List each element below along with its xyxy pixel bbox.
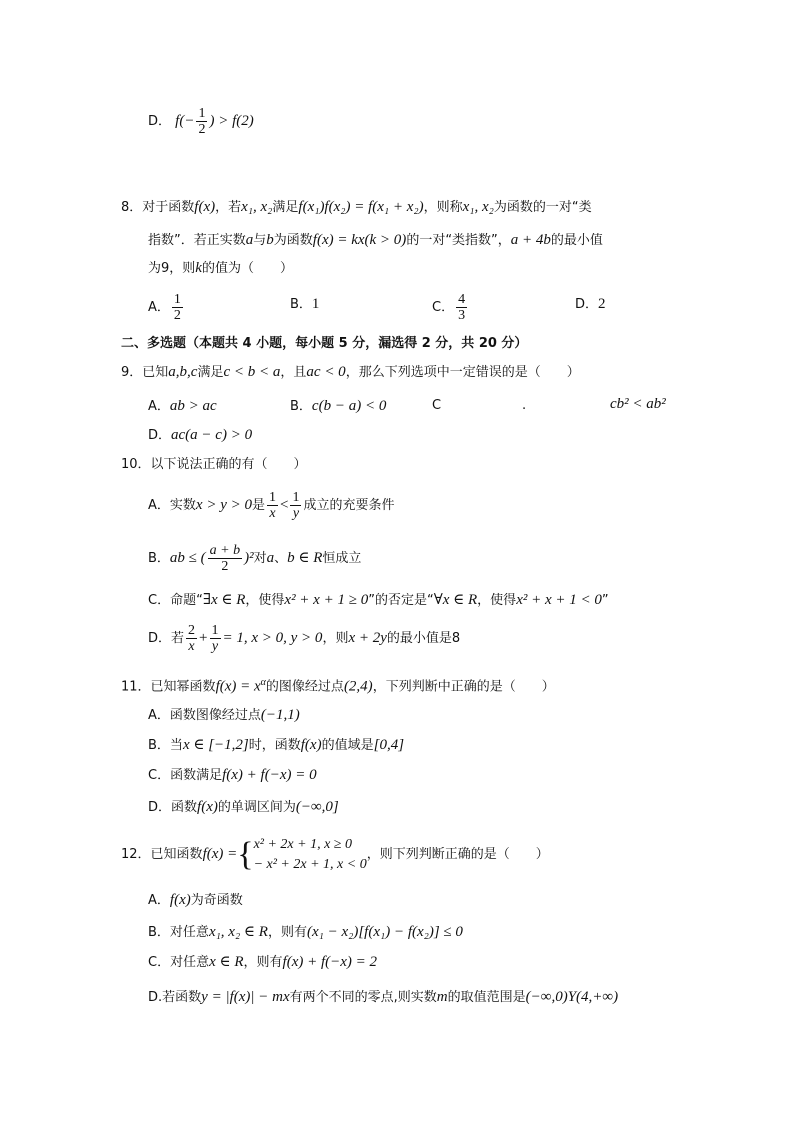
math-expr: (x₁ − x₂)[f(x₁) − f(x₂)] ≤ 0 — [306, 924, 463, 940]
q8-option-d — [575, 294, 606, 315]
option-label: A． — [148, 300, 170, 315]
q12-option-b — [148, 922, 463, 943]
frac-den: 2 — [173, 308, 181, 323]
math-expr: a — [245, 232, 254, 248]
math-expr: 2 — [598, 296, 606, 312]
option-label: D． — [148, 114, 172, 129]
q11-option-c — [148, 765, 317, 786]
q9-option-d — [148, 425, 252, 446]
text: 若 — [171, 631, 185, 646]
option-label: C． — [148, 768, 171, 783]
math-expr: c < b < a — [223, 364, 281, 380]
option-label: A． — [148, 708, 170, 723]
option-label: B． — [148, 551, 170, 566]
text: ，使得 — [477, 593, 517, 608]
text: 若函数 — [162, 990, 202, 1005]
frac-num: 1 — [292, 490, 300, 505]
text: 已知幂函数 — [150, 679, 216, 695]
math-expr: (−∞,0] — [295, 799, 339, 815]
text: ，则 — [322, 631, 349, 646]
option-label: C． — [148, 593, 171, 608]
math-expr: f(x) = — [202, 846, 238, 862]
frac-num: 1 — [269, 490, 276, 505]
math-expr: x ∈ R — [209, 954, 244, 970]
math-expr: x₁, x₂ — [241, 199, 273, 215]
q10-option-b — [148, 538, 361, 578]
q10-option-c — [148, 590, 609, 611]
math-expr: c(b − a) < 0 — [311, 398, 387, 414]
text: 时，函数 — [248, 738, 301, 753]
text: 实数 — [169, 498, 196, 513]
q7-option-d — [148, 106, 254, 137]
math-expr: f(x₁)f(x₂) = f(x₁ + x₂) — [298, 199, 424, 215]
math-expr: f(x) — [169, 892, 191, 908]
q9-stem — [121, 362, 580, 383]
option-label: C． — [432, 300, 455, 315]
q9-option-b — [290, 396, 386, 417]
option-label: B． — [290, 399, 312, 414]
option-label: B． — [290, 297, 312, 312]
text: 的取值范围是 — [447, 990, 526, 1005]
q11-option-b — [148, 735, 404, 756]
q8-stem-line3 — [148, 258, 293, 279]
math-expr: f(x) — [300, 737, 322, 753]
text: 函数图像经过点 — [169, 708, 261, 723]
left-brace: { — [237, 835, 254, 873]
q8-option-b — [290, 294, 319, 315]
math-expr: x ∈ [−1,2] — [182, 737, 249, 753]
text: 的值为（ ） — [201, 261, 293, 276]
text: 的最小值是8 — [386, 631, 461, 646]
fraction — [172, 292, 183, 323]
text: ，则称 — [423, 200, 463, 215]
math-expr: x > y > 0 — [195, 497, 252, 513]
q8-option-c — [432, 290, 469, 326]
option-label: C． — [148, 955, 171, 970]
fraction — [210, 623, 221, 654]
math-expr: y = |f(x)| − mx — [201, 989, 290, 1005]
text: 的单调区间为 — [217, 800, 296, 815]
text: 已知函数 — [150, 847, 203, 862]
fraction — [196, 106, 207, 137]
math-expr: f(x) — [197, 799, 218, 815]
math-expr: + — [199, 630, 208, 646]
question-number: 9． — [121, 365, 143, 380]
math-expr: (−∞,0)Y(4,+∞) — [525, 989, 619, 1005]
q9-option-c-label: C — [432, 398, 442, 413]
text: ，下列判断中正确的是（ ） — [372, 679, 555, 695]
question-number: 12． — [121, 847, 151, 862]
q11-stem — [121, 673, 555, 697]
text: 成立的充要条件 — [303, 498, 395, 513]
q12-option-c — [148, 952, 377, 973]
text: ，则有 — [243, 955, 283, 970]
text: 对任意 — [169, 925, 209, 940]
math-expr: x₁, x₂ — [462, 199, 494, 215]
frac-num: a + b — [209, 543, 241, 558]
text: ”的否定是“ — [368, 593, 434, 608]
text: ” — [601, 593, 609, 608]
text: 以下说法正确的有（ ） — [150, 457, 307, 472]
math-expr: x + 2y — [348, 630, 387, 646]
text: ，则有 — [267, 925, 307, 940]
frac-den: x — [269, 506, 276, 521]
q12-option-a — [148, 890, 243, 911]
math-expr: ac < 0 — [306, 364, 346, 380]
option-label: D． — [575, 297, 599, 312]
option-label: D． — [148, 800, 172, 815]
frac-den: x — [188, 639, 195, 654]
math-expr: f(x) + f(−x) = 0 — [222, 767, 317, 783]
text: 为函数 — [273, 233, 313, 248]
math-expr: k — [195, 260, 202, 276]
math-expr: f(x) + f(−x) = 2 — [282, 954, 378, 970]
q8-option-a — [148, 290, 185, 326]
text: 对任意 — [170, 955, 210, 970]
section-title: 二、多选题（本题共 4 小题，每小题 5 分，漏选得 2 分，共 20 分） — [121, 336, 528, 351]
text: 指数”．若正实数 — [148, 233, 246, 248]
math-expr: f(x) = kx(k > 0) — [312, 232, 407, 248]
frac-num: 1 — [173, 292, 181, 307]
q9-option-c-expr: cb² < ab² — [610, 396, 666, 412]
case-2: − x² + 2x + 1, x < 0 — [253, 856, 367, 872]
q10-option-a — [148, 485, 394, 525]
frac-den: 3 — [458, 308, 466, 323]
q9-option-c-dot: . — [522, 398, 527, 413]
q12-stem — [121, 832, 549, 876]
text: ，且 — [280, 365, 307, 380]
text: ，若 — [215, 200, 242, 215]
text: 满足 — [272, 200, 299, 215]
q9-option-a — [148, 396, 217, 417]
text: 命题“ — [170, 593, 203, 608]
math-expr: b — [266, 232, 274, 248]
math-expr: x₁, x₂ ∈ R — [208, 924, 268, 940]
case-1: x² + 2x + 1, x ≥ 0 — [253, 836, 352, 852]
text: 对于函数 — [142, 200, 195, 215]
math-expr: = 1, x > 0, y > 0 — [222, 630, 323, 646]
text: ，使得 — [245, 593, 285, 608]
option-label: D． — [148, 631, 172, 646]
math-expr: x² + x + 1 < 0 — [516, 592, 602, 608]
math-expr: m — [436, 989, 448, 1005]
q10-option-d — [148, 618, 460, 658]
math-expr: ∃x ∈ R — [202, 592, 246, 608]
fraction — [208, 543, 242, 574]
text: 的值域是 — [321, 738, 374, 753]
frac-num: 1 — [211, 623, 219, 638]
text: 函数 — [171, 800, 198, 815]
fraction — [267, 490, 278, 521]
math-expr: a — [266, 550, 275, 566]
text: 满足 — [197, 365, 224, 380]
math-expr: (2,4) — [343, 678, 373, 695]
option-label: D． — [148, 428, 172, 443]
frac-num: 4 — [458, 292, 466, 307]
math-expr: ab ≤ ( — [169, 550, 206, 566]
math-expr: (−1,1) — [260, 707, 300, 723]
text: 对 — [253, 551, 267, 566]
q8-stem-line2 — [148, 230, 603, 251]
math-expr: )² — [244, 550, 254, 566]
text: 的一对“类指数”， — [406, 233, 511, 248]
math-expr: ) > f(2) — [209, 113, 254, 129]
math-expr: ac(a − c) > 0 — [171, 427, 253, 443]
text: 为函数的一对“类 — [493, 200, 592, 215]
q12-option-d — [148, 987, 618, 1008]
text: 当 — [169, 738, 183, 753]
option-label: A． — [148, 893, 170, 908]
math-expr: 1 — [311, 296, 320, 312]
math-expr: [0,4] — [373, 737, 405, 753]
option-label: B． — [148, 738, 170, 753]
q10-stem — [121, 455, 307, 475]
math-expr: f(− — [175, 113, 195, 129]
text: 为9，则 — [148, 261, 196, 276]
text: ，则下列判断正确的是（ ） — [366, 847, 549, 862]
frac-num: 2 — [188, 623, 196, 638]
piecewise-cases — [254, 835, 367, 875]
q11-option-a — [148, 705, 300, 726]
text: 、 — [274, 551, 288, 566]
math-expr: b ∈ R — [287, 550, 323, 566]
question-number: 8． — [121, 200, 143, 215]
frac-den: y — [292, 506, 300, 521]
math-expr: ab > ac — [169, 398, 217, 414]
text: 的图像经过点 — [265, 679, 344, 695]
fraction — [290, 490, 301, 521]
text: 的最小值 — [550, 233, 603, 248]
q8-stem-line1 — [121, 197, 592, 218]
question-number: 11． — [121, 679, 151, 695]
option-label: A． — [148, 399, 170, 414]
math-expr: < — [280, 497, 289, 513]
text: 与 — [253, 233, 267, 248]
math-expr: ∀x ∈ R — [433, 592, 478, 608]
text: 函数满足 — [170, 768, 223, 783]
text: 有两个不同的零点,则实数 — [289, 990, 437, 1005]
fraction — [456, 292, 467, 323]
text: 是 — [251, 498, 265, 513]
math-expr: a + 4b — [510, 232, 551, 248]
option-label: D. — [148, 990, 163, 1005]
math-expr: x² + x + 1 ≥ 0 — [284, 592, 369, 608]
text: 为奇函数 — [190, 893, 243, 908]
frac-den: y — [211, 639, 219, 654]
math-expr: a,b,c — [168, 364, 198, 380]
text: 已知 — [142, 365, 169, 380]
option-label: A． — [148, 498, 170, 513]
frac-num: 1 — [198, 106, 206, 121]
math-expr: f(x) — [194, 199, 216, 215]
q11-option-d — [148, 797, 339, 818]
fraction — [186, 623, 197, 654]
frac-den: 2 — [198, 122, 206, 137]
question-number: 10． — [121, 457, 151, 472]
frac-den: 2 — [221, 559, 229, 574]
option-label: B． — [148, 925, 170, 940]
text: 恒成立 — [322, 551, 362, 566]
text: ，那么下列选项中一定错误的是（ ） — [345, 365, 580, 380]
math-expr: f(x) = x — [215, 678, 261, 695]
superscript: α — [260, 677, 266, 688]
